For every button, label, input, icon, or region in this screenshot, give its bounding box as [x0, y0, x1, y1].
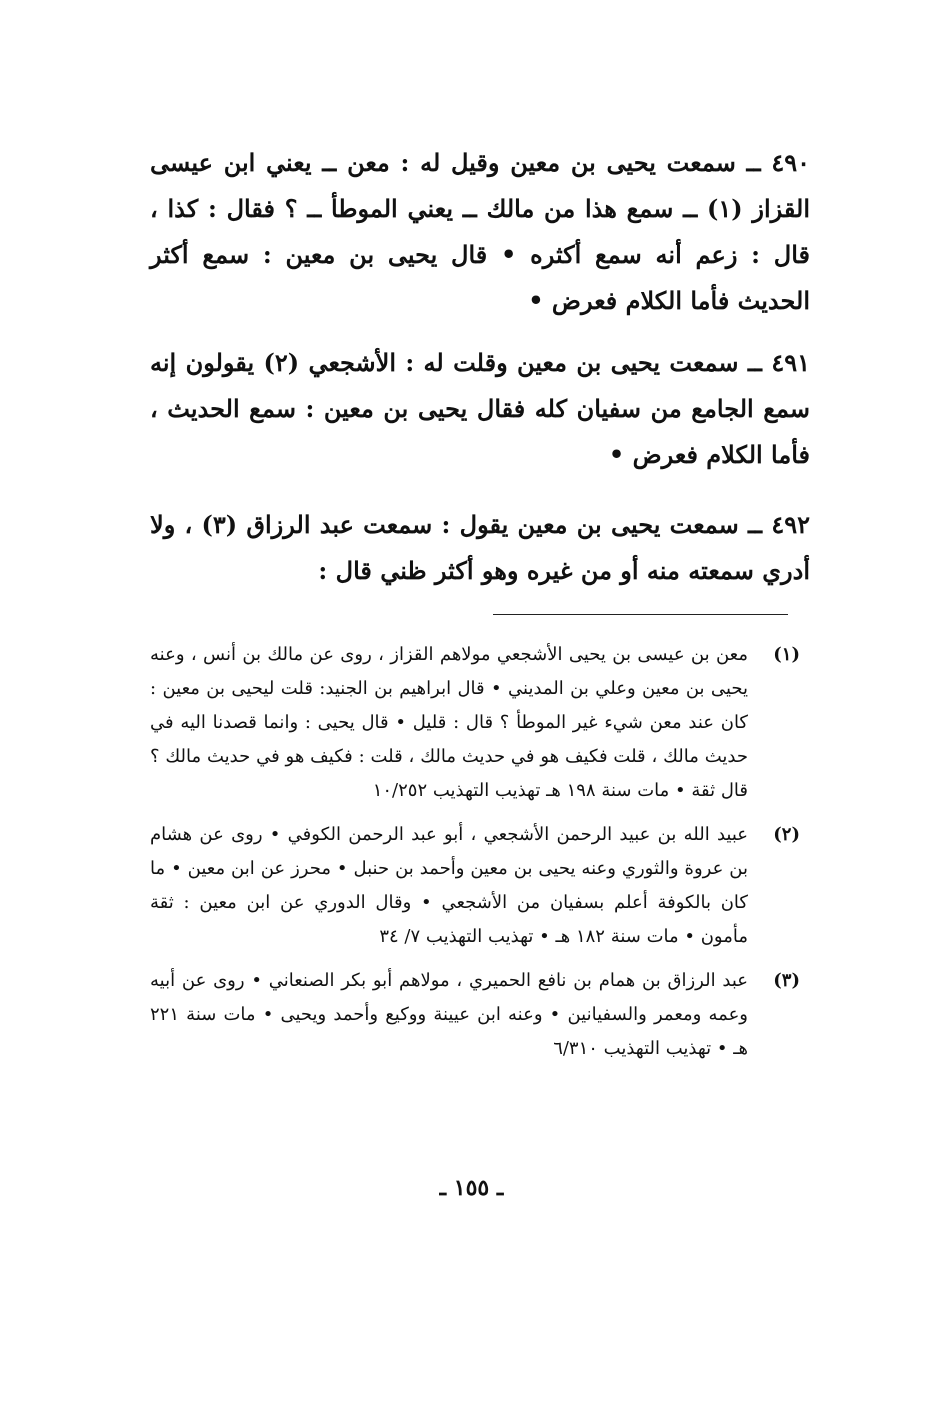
footnote-separator [493, 614, 788, 615]
footnote-1 [150, 638, 800, 808]
footnote-number: (١) [773, 644, 800, 665]
footnotes-section [150, 638, 800, 1076]
footnote-text: معن بن عيسى بن يحيى الأشجعي مولاهم القزاز ، روى عن مالك بن أنس ، وعنه يحيى بن معين وعلي بن المديني • قال ابراهيم بن الجنيد: قلت ليحيى بن معين : كان عند معن شيء غير الموطأ ؟ قال : قليل • قال يحيى : وانما قصدنا اليه في حديث مالك ، قلت فكيف هو في حديث مالك ، قلت : فكيف هو في حديث مالك ؟ قال ثقة • مات سنة ١٩٨ هـ تهذيب التهذيب ١٠/٢٥٢ [150, 644, 748, 801]
footnote-text: عبيد الله بن عبيد الرحمن الأشجعي ، أبو عبد الرحمن الكوفي • روى عن هشام بن عروة والثوري وعنه يحيى بن معين وأحمد بن حنبل • محرز عن ابن معين • ما كان بالكوفة أعلم بسفيان من الأشجعي • وقال الدوري عن ابن معين : ثقة مأمون • مات سنة ١٨٢ هـ • تهذيب التهذيب ٧/ ٣٤ [150, 824, 748, 947]
paragraph-491: ٤٩١ ــ سمعت يحيى بن معين وقلت له : الأشجعي (٢) يقولون إنه سمع الجامع من سفيان كله فقال يحيى بن معين : سمع الحديث ، فأما الكلام فعرض • [150, 348, 810, 469]
footnote-3 [150, 964, 800, 1066]
footnote-2 [150, 818, 800, 954]
paragraph-490: ٤٩٠ ــ سمعت يحيى بن معين وقيل له : معن ــ يعني ابن عيسى القزاز (١) ــ سمع هذا من مالك ــ يعني الموطأ ــ ؟ فقال : كذا ، قال : زعم أنه سمع أكثره • قال يحيى بن معين : سمع أكثر الحديث فأما الكلام فعرض • [150, 148, 810, 315]
footnote-number: (٢) [773, 824, 800, 845]
footnote-number: (٣) [773, 970, 800, 991]
footnote-text: عبد الرزاق بن همام بن نافع الحميري ، مولاهم أبو بكر الصنعاني • روى عن أبيه وعمه ومعمر والسفيانين • وعنه ابن عيينة ووكيع وأحمد ويحيى • مات سنة ٢٢١ هـ • تهذيب التهذيب ٦/٣١٠ [150, 970, 748, 1059]
paragraph-492: ٤٩٢ ــ سمعت يحيى بن معين يقول : سمعت عبد الرزاق (٣) ، ولا أدري سمعته منه أو من غيره وهو أكثر ظني قال : [150, 510, 810, 585]
page-number: ـ ١٥٥ ـ [439, 1175, 504, 1201]
